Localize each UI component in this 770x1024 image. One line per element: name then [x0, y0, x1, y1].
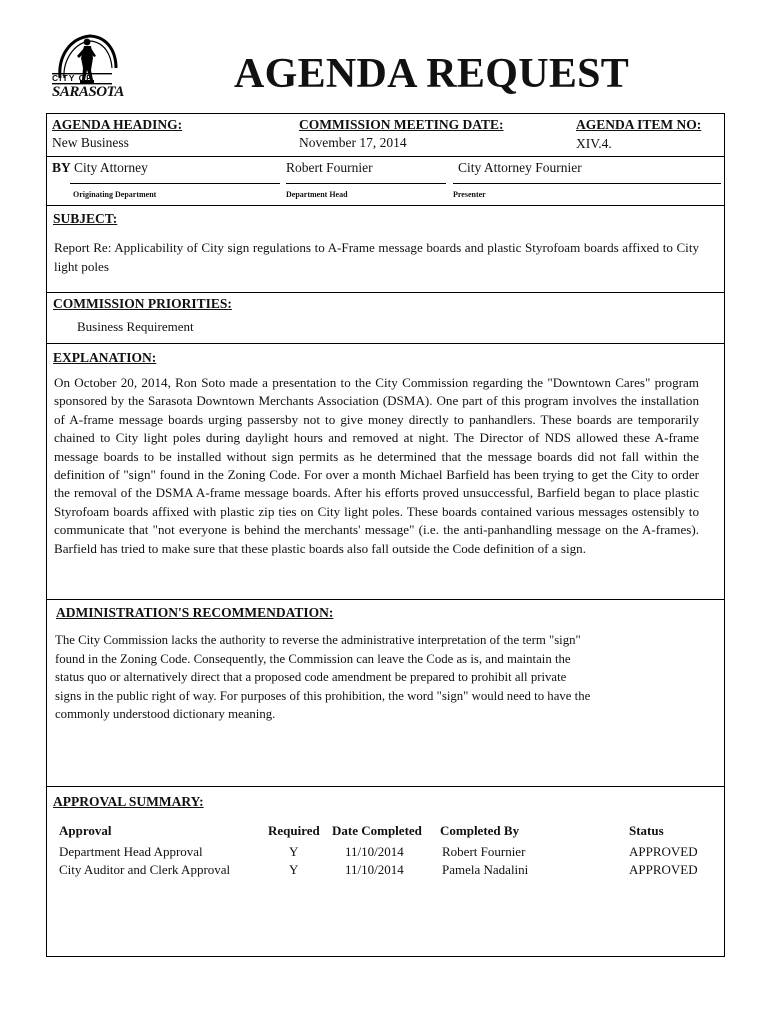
explanation-text: On October 20, 2014, Ron Soto made a presentation to the City Commission regarding the "Downtown Cares" program sponsored by the Sarasota Downtown Merchants Association (DSMA). One part of this program involves the installation of A-frame message boards urging passersby not to give money directly to panhandlers. These boards are temporarily chained to City light poles during daylight hours and removed at night. The Director of NDS allowed these A-frame message boards to be installed without sign permits as he determined that the message boards did not fall within the definition of "sign" found in the Zoning Code. For over a month Michael Barfield has been trying to get the City to order the removal of the DSMA A-frame message boards. After his efforts proved unsuccessful, Barfield began to place plastic Styrofoam boards affixed with plastic zip ties on City light poles. These boards contained various messages ostensibly to communicate that "not everyone is behind the merchants' message" (i.e. the anti-panhandling message on the A-frames). Barfield has tried to make sure that these plastic boards also fall outside the Code definition of a sign. [54, 375, 699, 556]
agenda-item-no-value: XIV.4. [576, 136, 612, 151]
agenda-heading-label: AGENDA HEADING: [52, 117, 183, 132]
originating-department-caption: Originating Department [73, 190, 157, 199]
agenda-heading-value: New Business [52, 135, 129, 150]
department-head-value: Robert Fournier [286, 160, 373, 175]
approval-status: APPROVED [629, 844, 698, 859]
approval-name: City Auditor and Clerk Approval [59, 862, 231, 877]
subject-label: SUBJECT: [53, 211, 118, 226]
approval-required: Y [289, 844, 299, 859]
column-header-status: Status [629, 823, 664, 838]
commission-priorities-label: COMMISSION PRIORITIES: [53, 296, 232, 311]
recommendation-line: signs in the public right of way. For purposes of this prohibition, the word "sign" would need to have the [55, 688, 591, 703]
meeting-date-value: November 17, 2014 [299, 135, 407, 150]
logo-line2: SARASOTA [52, 84, 124, 100]
meeting-date-label: COMMISSION MEETING DATE: [299, 117, 504, 132]
department-head-underline [286, 183, 446, 184]
column-header-date-completed: Date Completed [332, 823, 422, 838]
logo-line1: CITY OF [52, 73, 93, 83]
department-head-caption: Department Head [286, 190, 348, 199]
originating-department-value: City Attorney [74, 160, 148, 175]
recommendation-text [55, 631, 715, 724]
approval-required: Y [289, 862, 299, 877]
explanation-label: EXPLANATION: [53, 350, 157, 365]
by-label: BY [52, 160, 71, 175]
page-title: AGENDA REQUEST [234, 51, 630, 97]
approval-summary-label: APPROVAL SUMMARY: [53, 794, 204, 809]
recommendation-line: commonly understood dictionary meaning. [55, 707, 276, 721]
subject-text: Report Re: Applicability of City sign regulations to A-Frame message boards and plastic Styrofoam boards affixed to City light poles [54, 240, 699, 274]
approval-name: Department Head Approval [59, 844, 203, 859]
agenda-item-no-label: AGENDA ITEM NO: [576, 117, 702, 132]
approval-date: 11/10/2014 [345, 862, 404, 877]
recommendation-line: found in the Zoning Code. Consequently, the Commission can leave the Code as is, and maintain the [55, 651, 571, 666]
presenter-value: City Attorney Fournier [458, 160, 582, 175]
city-seal-logo [50, 28, 124, 104]
approval-completed-by: Pamela Nadalini [442, 862, 529, 877]
presenter-caption: Presenter [453, 190, 486, 199]
commission-priorities-text: Business Requirement [77, 319, 194, 334]
recommendation-line: status quo or alternatively direct that a proposed code amendment be prepared to prohibit all private [55, 670, 567, 684]
column-header-completed-by: Completed By [440, 823, 520, 838]
recommendation-label: ADMINISTRATION'S RECOMMENDATION: [56, 605, 334, 620]
column-header-approval: Approval [59, 823, 112, 838]
column-header-required: Required [268, 823, 320, 838]
approval-date: 11/10/2014 [345, 844, 404, 859]
approval-completed-by: Robert Fournier [442, 844, 526, 859]
approval-status: APPROVED [629, 862, 698, 877]
recommendation-line: The City Commission lacks the authority to reverse the administrative interpretation of the term "sign" [55, 633, 581, 647]
presenter-underline [453, 183, 721, 184]
originating-department-underline [70, 183, 280, 184]
